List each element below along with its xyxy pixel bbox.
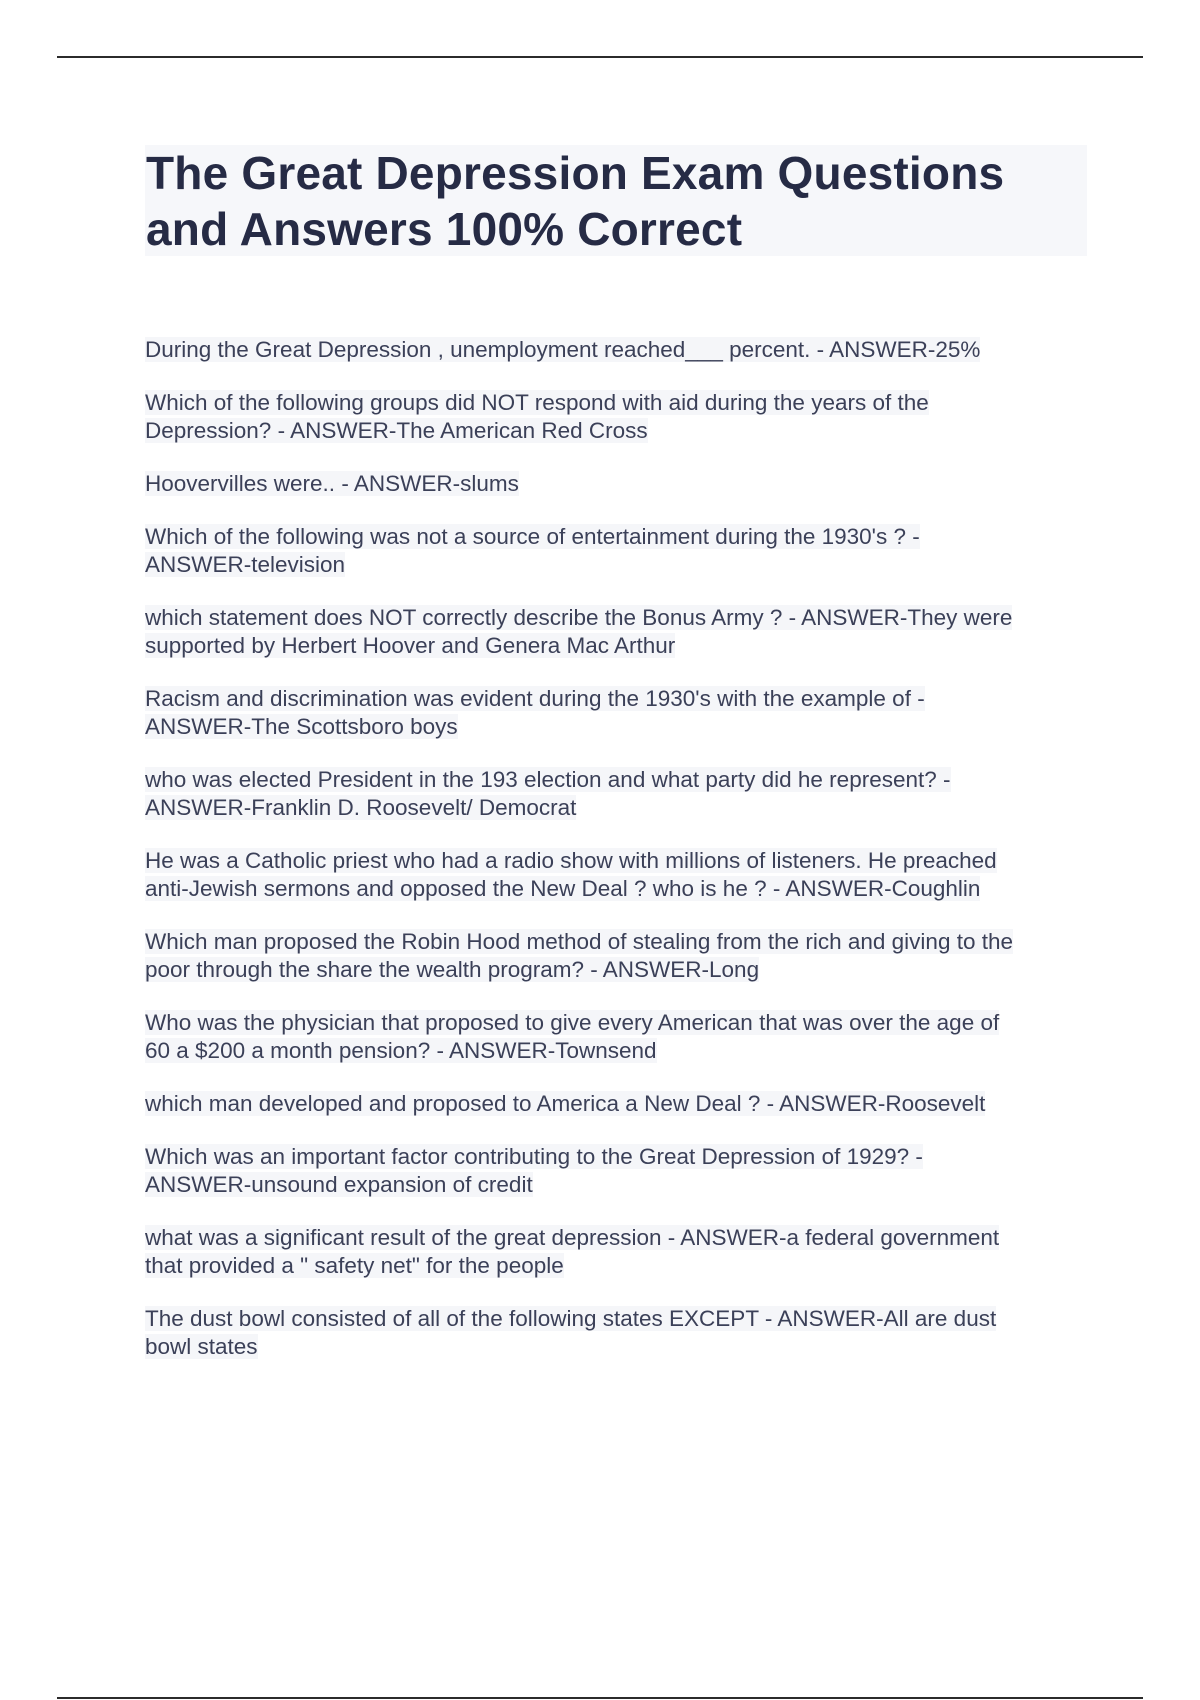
qa-item — [145, 847, 1090, 903]
qa-list — [145, 336, 1090, 1361]
qa-item-text: Which of the following was not a source of entertainment during the 1930's ? - — [145, 524, 920, 549]
qa-item-line — [145, 1009, 1090, 1037]
qa-item-line — [145, 417, 1090, 445]
qa-item-text: The dust bowl consisted of all of the following states EXCEPT - ANSWER-All are dust — [145, 1306, 997, 1331]
qa-item-line — [145, 713, 1090, 741]
qa-item-line — [145, 1090, 1090, 1118]
qa-item — [145, 1224, 1090, 1280]
qa-item-line — [145, 766, 1090, 794]
qa-item-line — [145, 551, 1090, 579]
title-line-1: The Great Depression Exam Questions — [146, 147, 1005, 199]
qa-item-text: Which of the following groups did NOT respond with aid during the years of the — [145, 390, 929, 415]
qa-item-text: Depression? - ANSWER-The American Red Cross — [145, 418, 648, 443]
qa-item-text: ANSWER-television — [145, 552, 346, 577]
qa-item-line — [145, 1224, 1090, 1252]
qa-item-text: bowl states — [145, 1334, 258, 1359]
qa-item — [145, 389, 1090, 445]
qa-item-line — [145, 685, 1090, 713]
qa-item-line — [145, 523, 1090, 551]
qa-item — [145, 1090, 1090, 1118]
qa-item — [145, 766, 1090, 822]
title-line-2: and Answers 100% Correct — [146, 203, 743, 255]
qa-item-text: 60 a $200 a month pension? - ANSWER-Townsend — [145, 1038, 657, 1063]
qa-item-text: Which man proposed the Robin Hood method of stealing from the rich and giving to the — [145, 929, 1013, 954]
qa-item-line — [145, 1333, 1090, 1361]
qa-item — [145, 523, 1090, 579]
qa-item-line — [145, 632, 1090, 660]
qa-item-text: which man developed and proposed to America a New Deal ? - ANSWER-Roosevelt — [145, 1091, 986, 1116]
qa-item — [145, 1305, 1090, 1361]
qa-item-line — [145, 794, 1090, 822]
qa-item-text: ANSWER-Franklin D. Roosevelt/ Democrat — [145, 795, 577, 820]
qa-item-line — [145, 389, 1090, 417]
qa-item-line — [145, 956, 1090, 984]
qa-item-text: poor through the share the wealth program? - ANSWER-Long — [145, 957, 760, 982]
qa-item-text: Which was an important factor contributing to the Great Depression of 1929? - — [145, 1144, 923, 1169]
qa-item — [145, 1143, 1090, 1199]
qa-item-line — [145, 1305, 1090, 1333]
qa-item — [145, 470, 1090, 498]
qa-item-text: who was elected President in the 193 election and what party did he represent? - — [145, 767, 951, 792]
qa-item-line — [145, 1252, 1090, 1280]
qa-item — [145, 336, 1090, 364]
qa-item-text: what was a significant result of the great depression - ANSWER-a federal government — [145, 1225, 1000, 1250]
qa-item-text: Who was the physician that proposed to give every American that was over the age of — [145, 1010, 1000, 1035]
qa-item-line — [145, 470, 1090, 498]
title-block — [145, 145, 1087, 256]
qa-item — [145, 604, 1090, 660]
qa-item — [145, 685, 1090, 741]
qa-item-line — [145, 847, 1090, 875]
qa-item — [145, 1009, 1090, 1065]
qa-item-text: supported by Herbert Hoover and Genera Mac Arthur — [145, 633, 676, 658]
qa-item — [145, 928, 1090, 984]
qa-item-line — [145, 1171, 1090, 1199]
qa-item-line — [145, 336, 1090, 364]
qa-item-line — [145, 875, 1090, 903]
qa-item-line — [145, 928, 1090, 956]
qa-item-text: ANSWER-unsound expansion of credit — [145, 1172, 533, 1197]
bottom-rule — [57, 1697, 1143, 1699]
qa-item-text: that provided a " safety net" for the people — [145, 1253, 564, 1278]
top-rule — [57, 56, 1143, 58]
qa-item-line — [145, 1037, 1090, 1065]
qa-item-text: During the Great Depression , unemployment reached___ percent. - ANSWER-25% — [145, 337, 981, 362]
qa-item-text: which statement does NOT correctly describe the Bonus Army ? - ANSWER-They were — [145, 605, 1013, 630]
document-title — [146, 145, 1087, 257]
qa-item-text: ANSWER-The Scottsboro boys — [145, 714, 458, 739]
qa-item-line — [145, 604, 1090, 632]
qa-item-text: anti-Jewish sermons and opposed the New Deal ? who is he ? - ANSWER-Coughlin — [145, 876, 981, 901]
qa-item-line — [145, 1143, 1090, 1171]
qa-item-text: Racism and discrimination was evident during the 1930's with the example of - — [145, 686, 925, 711]
qa-item-text: Hoovervilles were.. - ANSWER-slums — [145, 471, 519, 496]
qa-item-text: He was a Catholic priest who had a radio show with millions of listeners. He preached — [145, 848, 997, 873]
